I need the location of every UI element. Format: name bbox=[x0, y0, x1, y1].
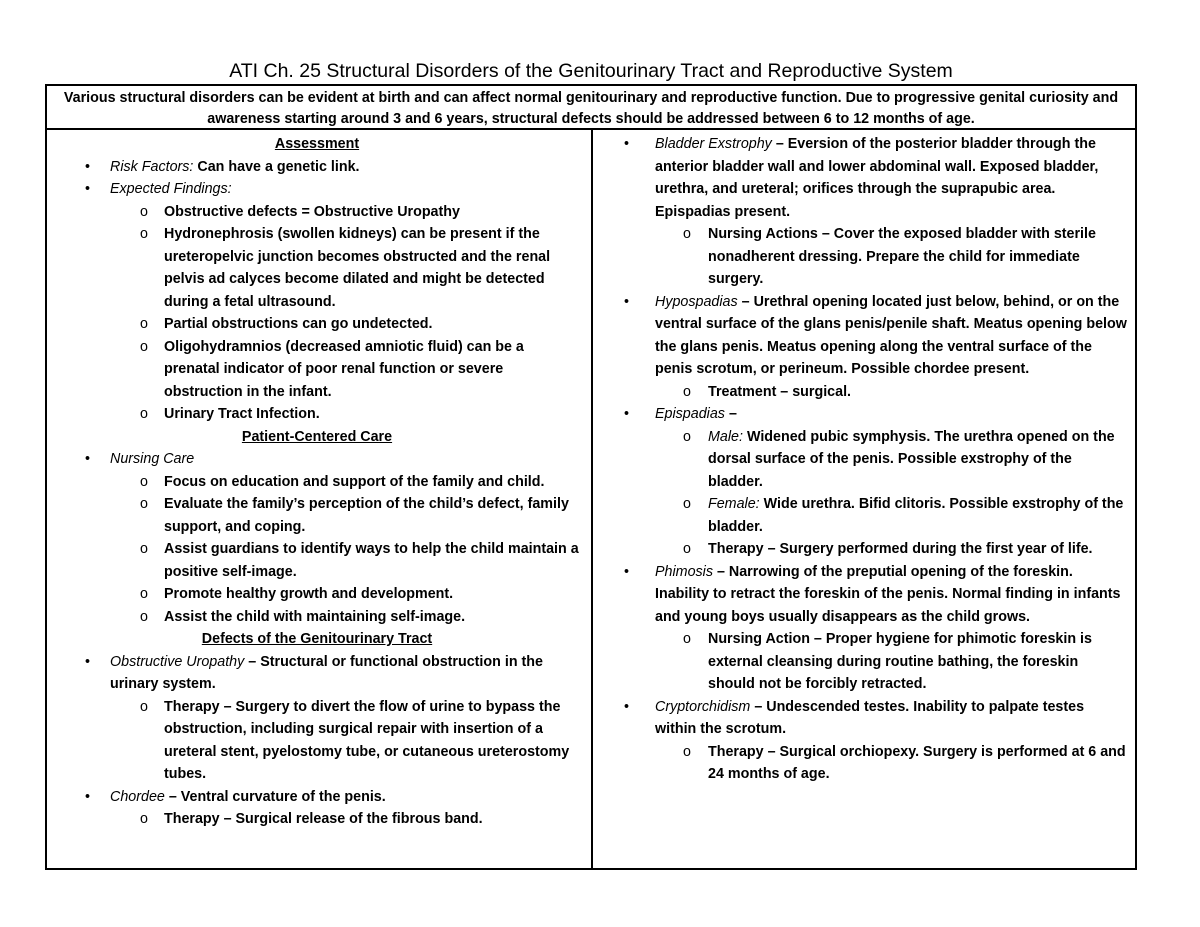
phimosis-term: Phimosis bbox=[655, 563, 713, 580]
male-term: Male: bbox=[708, 428, 743, 445]
assessment-heading: Assessment bbox=[274, 136, 360, 152]
female-term: Female: bbox=[708, 496, 760, 512]
chordee-term: Chordee bbox=[110, 788, 165, 805]
notes-table bbox=[45, 84, 1137, 870]
sub-item: o Assist guardians to identify ways to help the child maintain a positive self-image. bbox=[47, 538, 587, 583]
obstructive-uropathy-text: – Structural or functional obstruction in the urinary system. bbox=[110, 653, 543, 692]
obstructive-uropathy-item bbox=[47, 651, 587, 696]
male-text: Widened pubic symphysis. The urethra opened on the dorsal surface of the penis. Possible exstrophy of the bladder. bbox=[708, 428, 1115, 490]
sub-item: o Evaluate the family’s perception of the child’s defect, family support, and coping. bbox=[47, 493, 587, 538]
risk-factors-item bbox=[47, 156, 587, 179]
nursing-care-term: Nursing Care bbox=[110, 451, 195, 467]
sub-item: o Obstructive defects = Obstructive Uropathy bbox=[47, 201, 587, 224]
phimosis-text: – Narrowing of the preputial opening of the foreskin. Inability to retract the foreskin of the penis. Normal finding in infants and young boys usually disappears as the child grows. bbox=[655, 563, 1121, 625]
expected-findings-item bbox=[47, 178, 587, 201]
sub-item: o Treatment – surgical. bbox=[595, 381, 1135, 404]
sub-item: o Oligohydramnios (decreased amniotic fluid) can be a prenatal indicator of poor renal function or severe obstruction in the infant. bbox=[47, 336, 587, 404]
sub-item: o Focus on education and support of the family and child. bbox=[47, 471, 587, 494]
risk-factors-text: Can have a genetic link. bbox=[197, 158, 360, 175]
sub-item: o Therapy – Surgical orchiopexy. Surgery is performed at 6 and 24 months of age. bbox=[595, 741, 1135, 786]
hypospadias-term: Hypospadias bbox=[655, 293, 738, 310]
patient-centered-care-heading: Patient-Centered Care bbox=[241, 428, 393, 445]
bladder-exstrophy-term: Bladder Exstrophy bbox=[655, 136, 772, 152]
sub-item: o Therapy – Surgery performed during the first year of life. bbox=[595, 538, 1135, 561]
sub-item: o Nursing Actions – Cover the exposed bladder with sterile nonadherent dressing. Prepare the child for immediate surgery. bbox=[595, 223, 1135, 291]
cryptorchidism-text: – Undescended testes. Inability to palpate testes within the scrotum. bbox=[655, 698, 1085, 737]
left-column bbox=[47, 133, 587, 831]
intro-text: Various structural disorders can be evident at birth and can affect normal genitourinary and reproductive function. Due to progressive genital curiosity and awareness starting around 3 and 6 years, structural defects should be addressed between 6 to 12 months of age. bbox=[47, 86, 1135, 130]
column-divider bbox=[591, 130, 593, 868]
bladder-exstrophy-item bbox=[595, 133, 1135, 223]
epispadias-male-item bbox=[595, 426, 1135, 494]
epispadias-item bbox=[595, 403, 1135, 426]
cryptorchidism-item bbox=[595, 696, 1135, 741]
sub-item: o Hydronephrosis (swollen kidneys) can be present if the ureteropelvic junction becomes obstructed and the renal pelvis ad calyces become dilated and might be detected during a fetal ultrasound. bbox=[47, 223, 587, 313]
sub-item: o Promote healthy growth and development. bbox=[47, 583, 587, 606]
epispadias-term: Epispadias bbox=[655, 406, 725, 422]
bladder-exstrophy-text: – Eversion of the posterior bladder through the anterior bladder wall and lower abdominal wall. Exposed bladder, urethra, and ureteral; orifices through the suprapubic area. Epispadias present. bbox=[655, 136, 1099, 220]
document-title: ATI Ch. 25 Structural Disorders of the Genitourinary Tract and Reproductive System bbox=[229, 60, 953, 82]
epispadias-female-item bbox=[595, 493, 1135, 538]
expected-findings-term: Expected Findings: bbox=[110, 181, 232, 197]
hypospadias-text: – Urethral opening located just below, behind, or on the ventral surface of the glans penis/penile shaft. Meatus opening below the glans penis. Meatus opening along the ventral surface of the penis scrotum, or perineum. Possible chordee present. bbox=[655, 293, 1127, 377]
cryptorchidism-term: Cryptorchidism bbox=[655, 698, 751, 715]
defects-heading: Defects of the Genitourinary Tract bbox=[201, 631, 433, 647]
sub-item: o Therapy – Surgery to divert the flow of urine to bypass the obstruction, including surgical repair with insertion of a ureteral stent, pyelostomy tube, or cutaneous ureterostomy tubes. bbox=[47, 696, 587, 786]
sub-item: o Nursing Action – Proper hygiene for phimotic foreskin is external cleansing during routine bathing, the foreskin should not be forcibly retracted. bbox=[595, 628, 1135, 696]
chordee-item bbox=[47, 786, 587, 809]
sub-item: o Therapy – Surgical release of the fibrous band. bbox=[47, 808, 587, 831]
right-column bbox=[595, 133, 1135, 786]
sub-item: o Urinary Tract Infection. bbox=[47, 403, 587, 426]
female-text: Wide urethra. Bifid clitoris. Possible exstrophy of the bladder. bbox=[708, 496, 1124, 535]
nursing-care-item bbox=[47, 448, 587, 471]
sub-item: o Assist the child with maintaining self-image. bbox=[47, 606, 587, 629]
chordee-text: – Ventral curvature of the penis. bbox=[168, 788, 386, 805]
risk-factors-term: Risk Factors: bbox=[110, 158, 194, 175]
hypospadias-item bbox=[595, 291, 1135, 381]
obstructive-uropathy-term: Obstructive Uropathy bbox=[110, 653, 245, 670]
phimosis-item bbox=[595, 561, 1135, 629]
epispadias-text: – bbox=[728, 406, 737, 422]
sub-item: o Partial obstructions can go undetected. bbox=[47, 313, 587, 336]
